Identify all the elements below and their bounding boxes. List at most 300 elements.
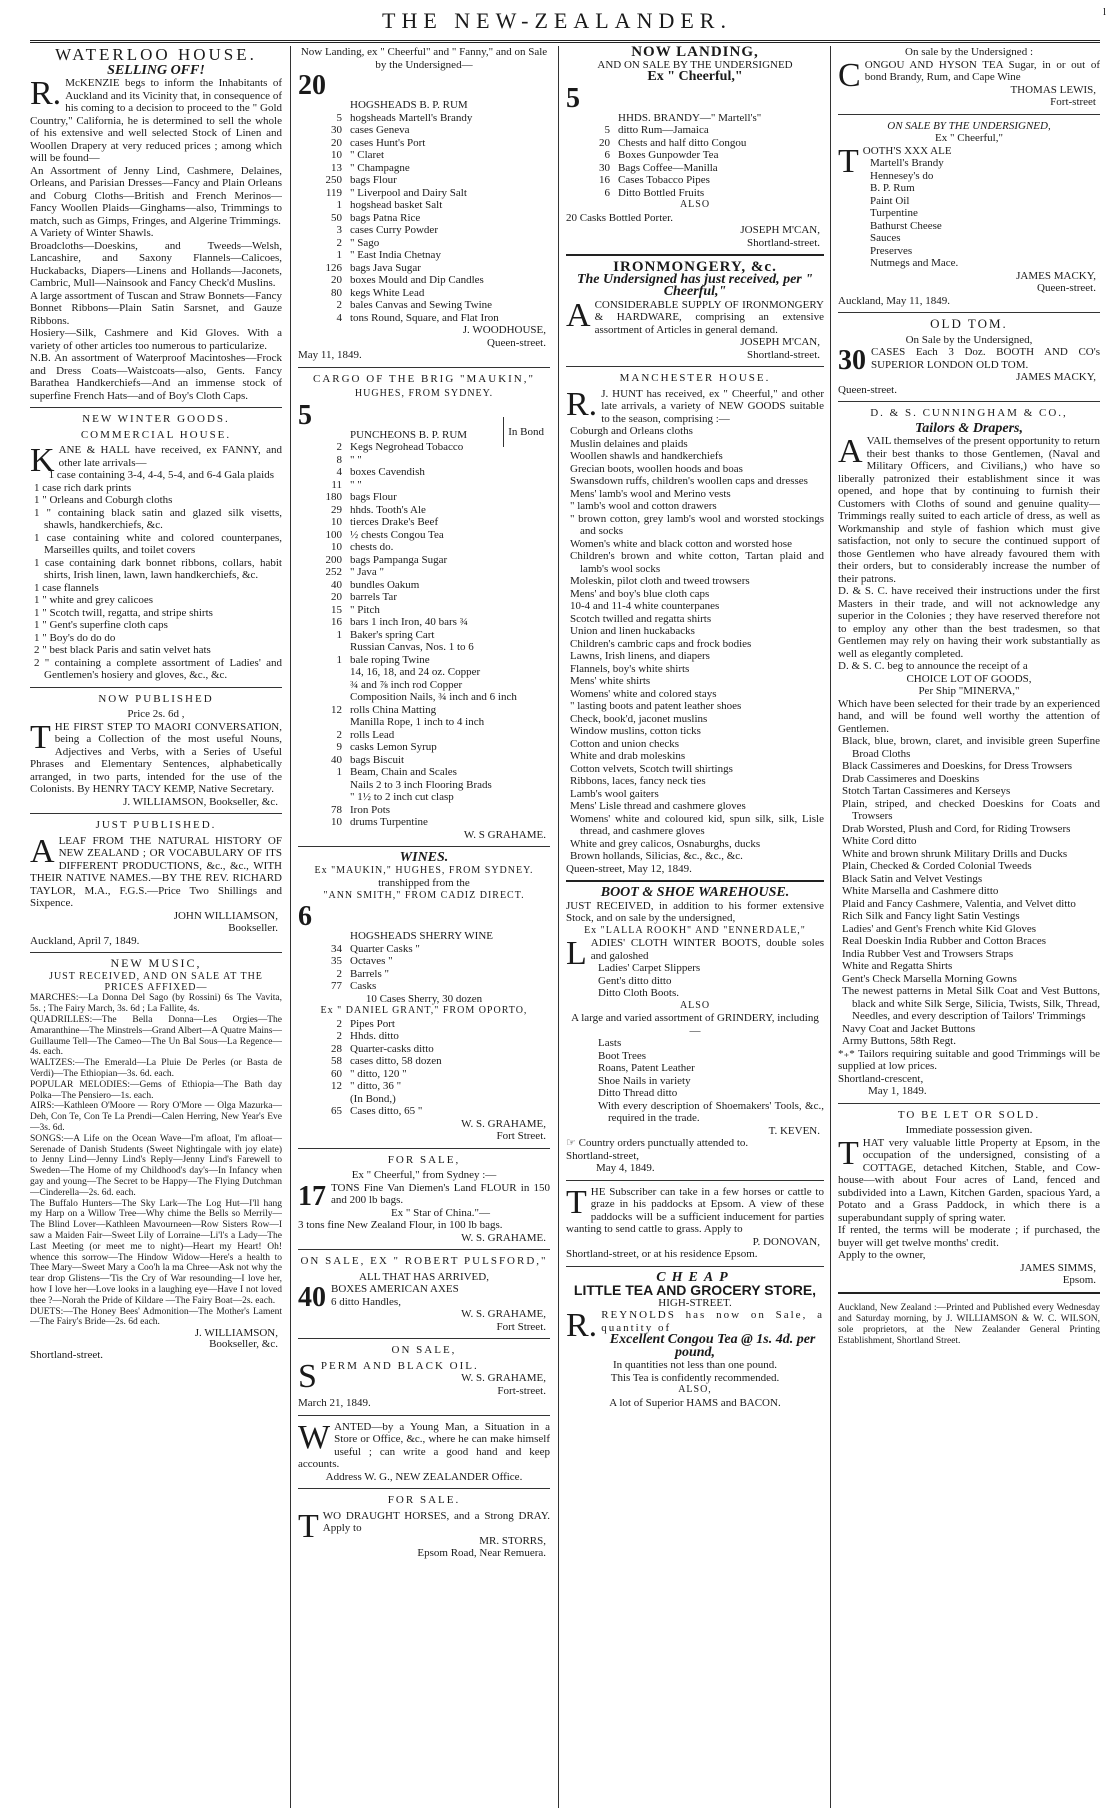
table-row	[298, 679, 550, 692]
table-row	[566, 174, 824, 187]
table-row	[298, 199, 550, 212]
ad-line: "ANN SMITH," FROM CADIZ DIRECT.	[323, 889, 525, 901]
quantity-cell: 4	[336, 311, 342, 324]
list-item: Shoe Nails in variety	[598, 1074, 691, 1087]
table-row	[298, 149, 550, 162]
table-row	[298, 479, 550, 492]
ad-paragraph: A large assortment of Tuscan and Straw Bonnets—Fancy Bonnet Ribbons—Plain Satin Sarsnet, and Gauze Ribbons.	[30, 289, 282, 327]
ad-subtitle: Tailors & Drapers,	[914, 420, 1023, 436]
quantity-cell: 180	[325, 491, 342, 503]
ad-subtitle: SELLING OFF!	[107, 62, 205, 78]
ad-title: OLD TOM.	[930, 316, 1008, 331]
ad-signature: W. S. GRAHAME,	[461, 1372, 546, 1384]
list-item: Cotton velvets, Scotch twill shirtings	[570, 762, 733, 775]
list-item: Window muslins, cotton ticks	[570, 725, 701, 737]
quantity-cell: 50	[331, 211, 342, 224]
separator	[838, 1103, 1100, 1104]
ad-cheap-tea-store	[566, 1269, 824, 1410]
quantity-cell: 3	[336, 224, 342, 236]
list-item: " brown cotton, grey lamb's wool and worsted stockings and socks	[570, 512, 824, 537]
quantity-cell: 11	[331, 478, 342, 491]
quantity-cell: 252	[325, 566, 342, 578]
item-list	[566, 425, 824, 863]
list-item: Bathurst Cheese	[870, 219, 942, 232]
ad-text: HE FIRST STEP TO MAORI CONVERSATION, being a Collection of the most useful Nouns, Adjectives and Verbs, with a Series of Useful Phrases and Elementary Sentences, alphabetically arranged, in two parts, intended for the use of the Colonists. By HENRY TACY KEMP, Native Secretary.	[30, 720, 282, 795]
table-row	[566, 137, 824, 150]
item-cell: Bags Coffee—Manilla	[618, 161, 718, 174]
ad-paragraph: Apply to the owner,	[838, 1249, 926, 1261]
ad-title: CARGO OF THE BRIG "MAUKIN,"	[313, 372, 535, 385]
ad-body	[838, 435, 1100, 585]
quantity-cell: 2	[336, 728, 342, 741]
list-item: 1 " containing black satin and glazed silk visetts, shawls, handkerchiefs, &c.	[34, 506, 282, 531]
ad-title: WINES.	[399, 850, 449, 865]
separator	[298, 1488, 550, 1489]
quantity-cell: 12	[331, 1080, 342, 1092]
ad-street: Shortland-street.	[746, 348, 820, 361]
drop-cap: S	[298, 1357, 317, 1395]
ad-line: On sale by the Undersigned :	[905, 46, 1033, 58]
table-row	[298, 466, 550, 479]
drop-cap: R.	[30, 75, 62, 112]
drop-cap: T	[566, 1183, 587, 1221]
masthead: THE NEW-ZEALANDER.	[382, 8, 732, 33]
ad-line: 6 ditto Handles,	[331, 1295, 401, 1308]
item-cell: kegs White Lead	[350, 286, 425, 299]
list-item: Children's cambric caps and frock bodies	[570, 637, 752, 650]
item-cell: " Champagne	[350, 161, 410, 174]
separator	[30, 407, 282, 408]
ad-congou-tea	[838, 46, 1100, 109]
table-row	[298, 212, 550, 225]
ad-wines	[298, 852, 550, 1143]
drop-number: 5	[298, 399, 312, 431]
table-row	[298, 579, 550, 592]
item-cell: Nails 2 to 3 inch Flooring Brads	[350, 778, 492, 791]
quantity-cell	[298, 679, 348, 692]
item-cell: cases Hunt's Port	[350, 136, 426, 149]
item-list	[838, 157, 1100, 270]
list-item: White and Regatta Shirts	[842, 960, 953, 972]
list-item: 1 " Boy's do do do	[34, 631, 116, 644]
table-row	[566, 124, 824, 137]
table-row	[298, 312, 550, 325]
list-item: Turpentine	[870, 207, 918, 219]
goods-table	[298, 930, 550, 993]
ad-body	[298, 1180, 550, 1212]
list-item: 1 " white and grey calicoes	[34, 594, 154, 606]
list-item: Moleskin, pilot cloth and tweed trowsers	[570, 575, 750, 587]
table-row	[298, 754, 550, 767]
ad-body	[30, 718, 282, 796]
ad-intro: J. HUNT has received, ex " Cheerful," and other late arrivals, a variety of NEW GOODS suitable to the season, comprising :—	[601, 387, 824, 425]
list-item: 10-4 and 11-4 white counterpanes	[570, 600, 720, 612]
ad-also: ALSO	[679, 999, 711, 1011]
drop-cap: T	[838, 1134, 859, 1172]
ad-subtitle: COMMERCIAL HOUSE.	[80, 428, 232, 441]
quantity-cell	[298, 1093, 348, 1106]
table-row	[298, 137, 550, 150]
ad-line: Immediate possession given.	[905, 1124, 1033, 1136]
table-row	[298, 641, 550, 654]
table-row	[298, 741, 550, 754]
item-cell: Casks	[350, 980, 377, 992]
ad-date: May 4, 1849.	[596, 1162, 655, 1174]
ad-signature: W. S. GRAHAME.	[461, 1231, 546, 1244]
list-item: Brown hollands, Silicias, &c., &c., &c.	[570, 850, 743, 862]
quantity-cell: 2	[336, 299, 342, 311]
column-3	[566, 46, 824, 1808]
quantity-cell: 1	[336, 766, 342, 778]
list-item: Children's brown and white cotton, Tartan plaid and lamb's wool socks	[570, 550, 824, 575]
quantity-cell: 2	[336, 236, 342, 249]
table-row	[298, 299, 550, 312]
ad-to-let	[838, 1109, 1100, 1287]
drop-number: 30	[838, 345, 866, 376]
list-item: Muslin delaines and plaids	[570, 437, 688, 450]
quantity-cell: 10	[331, 149, 342, 161]
ad-text: ANTED—by a Young Man, a Situation in a Store or Office, &c., where he can make himself useful ; can write a good hand and keep accounts.	[298, 1420, 550, 1470]
ad-text: PERM AND BLACK OIL.	[320, 1359, 479, 1372]
drop-cap: C	[838, 56, 861, 94]
item-cell: bundles Oakum	[350, 578, 420, 591]
ad-paragraph: SONGS:—A Life on the Ocean Wave—I'm afloat, I'm afloat—Serenade of Danish Students (Sweet Nightingale with joy elate) to Jenny Lind—Jenny Lind's Reply—Jenny Lind's Farewell to Sweden—The Home of my Childhood's day's—In Infancy when gay and young—The Secret to be Happy—The Flying Dutchman—Cinderella—2s. 6d. each.	[30, 1133, 282, 1198]
table-row	[298, 262, 550, 275]
quantity-cell: 6	[604, 149, 610, 161]
ad-line: AND ON SALE BY THE UNDERSIGNED	[597, 58, 793, 71]
item-cell: " Sago	[350, 236, 380, 249]
quantity-cell: 1	[336, 199, 342, 211]
list-item: White and drab moleskins	[570, 750, 686, 762]
quantity-cell	[298, 791, 348, 804]
quantity-cell	[298, 691, 348, 704]
list-item: Ditto Cloth Boots.	[598, 987, 679, 999]
ad-paragraph: If rented, the terms will be moderate ; if purchased, the buyer will get twelve months' credit.	[838, 1224, 1100, 1249]
list-item: Flannels, boy's white shirts	[570, 662, 690, 675]
ad-body	[838, 1134, 1100, 1225]
ad-signature: JAMES MACKY,	[1016, 269, 1096, 282]
ad-subtitle: HUGHES, FROM SYDNEY.	[354, 388, 494, 399]
item-cell: Iron Pots	[350, 803, 391, 816]
item-cell: casks Lemon Syrup	[350, 741, 437, 753]
ad-paragraph: AIRS:—Kathleen O'Moore — Rory O'More — Olga Mazurka—Deh, Con Te, Con Te La Prendi—Calen Herring, New Year's Eve—3s. 6d.	[30, 1101, 282, 1133]
list-item: 1 " Gent's superfine cloth caps	[34, 619, 168, 631]
quantity-cell	[298, 716, 348, 729]
item-cell: chests do.	[350, 541, 394, 553]
list-item: Swansdown ruffs, children's woollen caps and dresses	[570, 475, 808, 487]
drop-cap: T	[30, 718, 51, 756]
list-item: 2 " best black Paris and satin velvet hats	[34, 644, 211, 656]
table-row	[298, 504, 550, 517]
column-2	[298, 46, 550, 1808]
item-cell: Manilla Rope, 1 inch to 4 inch	[350, 716, 485, 728]
item-cell: Composition Nails, ¾ inch and 6 inch	[350, 691, 517, 703]
item-cell: HHDS. BRANDY—" Martell's"	[618, 111, 762, 124]
quantity-cell: 20	[331, 274, 342, 286]
item-cell: HOGSHEADS B. P. RUM	[350, 99, 468, 111]
ad-text: ADIES' CLOTH WINTER BOOTS, double soles and galoshed	[590, 937, 824, 962]
ad-note: *₊* Tailors requiring suitable and good Trimmings will be supplied at low prices.	[838, 1047, 1100, 1072]
ad-line: Ex " Cheerful," from Sydney :—	[351, 1169, 497, 1181]
item-cell: Pipes Port	[350, 1017, 395, 1030]
ad-text: BOXES AMERICAN AXES	[331, 1283, 459, 1295]
ad-signature-role: Bookseller.	[228, 922, 278, 934]
ad-text: OOTH'S XXX ALE	[862, 144, 952, 157]
item-cell: bags Flour	[350, 491, 397, 503]
list-item: Coburgh and Orleans cloths	[570, 425, 693, 437]
ad-street: Shortland-crescent,	[838, 1072, 924, 1085]
list-item: Woollen shawls and handkerchiefs	[570, 450, 723, 462]
list-item: Roans, Patent Leather	[598, 1062, 695, 1074]
ad-street: Fort-street	[1050, 96, 1096, 108]
item-cell: boxes Cavendish	[350, 466, 425, 478]
item-cell: barrels Tar	[350, 591, 397, 603]
table-row	[298, 1093, 550, 1106]
ad-line: LITTLE TEA AND GROCERY STORE,	[573, 1282, 817, 1298]
quantity-cell: 6	[604, 186, 610, 199]
drop-cap: W	[298, 1418, 331, 1456]
item-cell: " East India Chetnay	[350, 249, 441, 261]
ad-signature: T. KEVEN.	[768, 1124, 820, 1137]
table-row	[298, 1043, 550, 1056]
list-item: " lasting boots and patent leather shoes	[570, 700, 742, 712]
separator	[566, 366, 824, 367]
quantity-cell: 60	[331, 1067, 342, 1080]
separator	[298, 1338, 550, 1339]
table-row	[298, 1080, 550, 1093]
item-cell: Octaves "	[350, 955, 393, 967]
item-cell: HOGSHEADS SHERRY WINE	[350, 930, 494, 942]
list-item: White Marsella and Cashmere ditto	[842, 885, 999, 897]
item-cell: ½ chests Congou Tea	[350, 528, 444, 541]
ad-line: CHOICE LOT OF GOODS,	[906, 672, 1032, 685]
item-list	[838, 735, 1100, 1048]
quantity-cell: 2	[336, 441, 342, 453]
quantity-cell: 20	[331, 591, 342, 603]
ad-intro: JUST RECEIVED, in addition to his former extensive Stock, and on sale by the undersigned,	[566, 899, 824, 924]
ad-date: May 1, 1849.	[868, 1085, 927, 1097]
list-item: 1 case containing 3-4, 4-4, 5-4, and 6-4 Gala plaids	[48, 469, 274, 481]
ad-signature: J. WILLIAMSON,	[194, 1327, 278, 1340]
ad-title: ON SALE BY THE UNDERSIGNED,	[887, 119, 1051, 132]
item-cell: bales Canvas and Sewing Twine	[350, 299, 493, 311]
ad-cargo-maukin	[298, 373, 550, 842]
ad-paragraph: A Variety of Winter Shawls.	[30, 227, 154, 239]
separator	[30, 813, 282, 814]
quantity-cell	[298, 779, 348, 792]
list-item: Mens' Lisle thread and cashmere gloves	[570, 800, 746, 812]
item-cell: bars 1 inch Iron, 40 bars ¾	[350, 616, 468, 628]
table-row	[298, 955, 550, 968]
ad-street: Queen-street.	[838, 383, 897, 396]
ad-subtitle: The Undersigned has just received, per " Cheerful,"	[576, 271, 814, 299]
ad-waterloo-house	[30, 46, 282, 402]
item-cell: bags Flour	[350, 174, 397, 186]
table-row	[298, 980, 550, 993]
ad-title: TO BE LET OR SOLD.	[897, 1108, 1041, 1121]
separator	[298, 367, 550, 368]
table-row	[566, 112, 824, 125]
ad-paragraph: N.B. An assortment of Waterproof Macintoshes—Frock and Dress Coats—Waistcoats—also, Gents. Fancy Barathea Handkerchiefs—And an immense stock of superfine French Hats—and of Boy's Cloth Caps.	[30, 352, 282, 402]
quantity-cell: 78	[331, 803, 342, 816]
quantity-cell: 126	[325, 261, 342, 274]
ad-title: JUST PUBLISHED.	[95, 819, 217, 831]
list-item: Navy Coat and Jacket Buttons	[842, 1022, 976, 1035]
item-cell: rolls China Matting	[350, 703, 437, 716]
ad-street: Epsom Road, Near Remuera.	[417, 1547, 546, 1559]
cargo-block	[298, 401, 550, 829]
bond-label: In Bond	[503, 417, 544, 447]
list-item: Preserves	[870, 244, 913, 257]
table-row	[298, 187, 550, 200]
list-item: Plain, Checked & Corded Colonial Tweeds	[842, 860, 1032, 872]
goods-table	[298, 1018, 550, 1118]
ad-line: On Sale by the Undersigned,	[905, 333, 1033, 346]
ad-line: A lot of Superior HAMS and BACON.	[609, 1396, 781, 1409]
ad-intro: Now Landing, ex " Cheerful" and " Fanny," and on Sale by the Undersigned—	[300, 46, 548, 71]
list-item: Gent's Check Marsella Morning Gowns	[842, 972, 1017, 985]
table-row	[298, 1018, 550, 1031]
ad-title: NEW WINTER GOODS.	[82, 413, 230, 425]
list-item: Ladies' and Gent's French white Kid Gloves	[842, 922, 1036, 935]
separator	[566, 1180, 824, 1181]
list-item: Real Doeskin India Rubber and Cotton Braces	[842, 935, 1047, 947]
drop-cap: R.	[566, 1307, 598, 1344]
list-item: 1 case rich dark prints	[34, 481, 132, 494]
table-row	[298, 124, 550, 137]
ad-text: TONS Fine Van Diemen's Land FLOUR in 150 and 200 lb bags.	[331, 1181, 550, 1206]
table-row	[298, 1068, 550, 1081]
quantity-cell: 13	[331, 161, 342, 174]
quantity-cell: 12	[331, 703, 342, 716]
table-row	[298, 729, 550, 742]
ad-text: HAT very valuable little Property at Epsom, in the occupation of the undersigned, consisting of a COTTAGE, detached Kitchen, Stable, and Cow-house—with about Four acres of Land, fenced and subdivided into a Lawn, Kitchen Garden, spacious Yard, a Potato and a Grass Paddock, in which there is a superabundant supply of spring water.	[838, 1136, 1100, 1224]
ad-also: ALSO,	[678, 1384, 712, 1395]
ad-body	[838, 345, 1100, 376]
table-row	[298, 529, 550, 542]
item-cell: " Liverpool and Dairy Salt	[350, 186, 467, 199]
item-cell: " Claret	[350, 149, 385, 161]
ad-signature: P. DONOVAN,	[752, 1235, 820, 1248]
ad-line: ALL THAT HAS ARRIVED,	[359, 1270, 489, 1283]
list-item: Martell's Brandy	[870, 157, 944, 169]
quantity-cell: 250	[325, 174, 342, 186]
ad-draught-horses	[298, 1494, 550, 1560]
ad-title: MANCHESTER HOUSE.	[619, 372, 771, 384]
item-cell: hhds. Tooth's Ale	[350, 503, 426, 516]
drop-number: 20	[298, 70, 326, 101]
table-row	[298, 604, 550, 617]
item-cell: Russian Canvas, Nos. 1 to 6	[350, 641, 474, 653]
list-item: 1 case flannels	[34, 581, 99, 594]
item-cell: ¾ and ⅞ inch rod Copper	[350, 678, 463, 691]
item-cell: boxes Mould and Dip Candles	[350, 274, 484, 286]
list-item: Gent's ditto ditto	[598, 974, 672, 987]
list-item: White and grey calicos, Osnaburghs, ducks	[570, 837, 761, 850]
item-cell: Beam, Chain and Scales	[350, 766, 457, 778]
ad-now-landing	[566, 46, 824, 249]
item-cell: " Pitch	[350, 603, 380, 616]
ad-street: Fort-street.	[497, 1384, 546, 1397]
ad-paragraph: POPULAR MELODIES:—Gems of Ethiopia—The Bath day Polka—The Pensiero—1s. each.	[30, 1079, 282, 1101]
table-row	[298, 591, 550, 604]
ad-title: FOR SALE.	[387, 1494, 461, 1506]
ad-line: In quantities not less than one pound.	[612, 1359, 778, 1371]
table-row	[298, 99, 550, 112]
ad-line: This Tea is confidently recommended.	[610, 1371, 780, 1384]
separator	[838, 312, 1100, 313]
quantity-cell: 30	[331, 124, 342, 136]
ad-text: CASES Each 3 Doz. BOOTH AND CO's SUPERIOR LONDON OLD TOM.	[871, 346, 1100, 371]
list-item: 1 case containing white and colored counterpanes, Marseilles quilts, and toilet covers	[34, 531, 282, 556]
ad-old-tom	[838, 318, 1100, 396]
item-cell: bale roping Twine	[350, 653, 430, 666]
ad-title: NOW PUBLISHED	[98, 692, 214, 705]
quantity-cell: 4	[336, 466, 342, 478]
quantity-cell: 8	[336, 453, 342, 466]
list-item: Check, book'd, jaconet muslins	[570, 712, 708, 725]
ad-line: A large and varied assortment of GRINDERY, including—	[571, 1012, 819, 1037]
list-item: Black Satin and Velvet Vestings	[842, 872, 983, 885]
item-cell: " "	[350, 478, 362, 491]
separator	[298, 846, 550, 847]
ad-line: 10 Cases Sherry, 30 dozen	[365, 992, 483, 1005]
ad-line: Ex " Cheerful,"	[935, 132, 1003, 144]
separator	[298, 1249, 550, 1250]
ad-signature: JAMES SIMMS,	[1020, 1261, 1096, 1274]
table-row	[298, 1105, 550, 1118]
list-item: White and brown shrunk Military Drills and Ducks	[842, 847, 1068, 860]
list-item: Womens' white and colored stays	[570, 687, 717, 700]
ad-robert-pulsford	[298, 1255, 550, 1333]
drop-number: 17	[298, 1180, 326, 1212]
ad-body	[566, 385, 824, 426]
ad-street: Fort Street.	[496, 1130, 546, 1142]
quantity-cell: 5	[336, 111, 342, 124]
ad-title: BOOT & SHOE WAREHOUSE.	[600, 885, 790, 900]
table-row	[298, 930, 550, 943]
list-item: Stotch Tartan Cassimeres and Kerseys	[842, 785, 1011, 797]
item-cell: ditto Rum—Jamaica	[618, 124, 709, 136]
drop-cap: K	[30, 442, 55, 479]
list-item: Black Cassimeres and Doeskins, for Dress Trowsers	[842, 760, 1073, 772]
table-row	[298, 654, 550, 667]
quantity-cell: 100	[325, 528, 342, 541]
ad-signature-role: Bookseller, &c.	[209, 1337, 278, 1350]
goods-table	[298, 99, 550, 324]
ad-ship: Ex "LALLA ROOKH" AND "ENNERDALE,"	[584, 924, 806, 936]
ad-title: NEW MUSIC,	[110, 956, 202, 970]
table-row	[566, 162, 824, 175]
separator	[838, 401, 1100, 402]
ad-address: Address W. G., NEW ZEALANDER Office.	[325, 1470, 523, 1483]
ad-paragraph: An Assortment of Jenny Lind, Cashmere, Delaines, Orleans, and Parisian Dresses—Fancy and Plain Orleans and Coburg Cloths—British and French Merinos—Fancy Woollen Plaids—Ginghams—also, Trimmings to match, such as Gimps, Fringes, and Algerine Trimmings.	[30, 164, 282, 227]
ad-title: ON SALE, EX " ROBERT PULSFORD,"	[300, 1255, 548, 1267]
ad-sperm-oil	[298, 1344, 550, 1410]
table-row	[298, 716, 550, 729]
item-cell: Hhds. ditto	[350, 1030, 399, 1042]
ad-ironmongery	[566, 261, 824, 361]
separator	[30, 952, 282, 953]
item-cell: " 1½ to 2 inch cut clasp	[350, 791, 454, 803]
column-rule	[558, 46, 559, 1808]
ad-signature: THOMAS LEWIS,	[1010, 83, 1096, 96]
ad-line: ☞ Country orders punctually attended to.	[566, 1137, 749, 1149]
list-item: Ladies' Carpet Slippers	[598, 962, 701, 974]
ad-signature: JOHN WILLIAMSON,	[173, 909, 278, 922]
list-item: Hennesey's do	[870, 169, 934, 182]
list-item: Ribbons, laces, fancy neck ties	[570, 775, 706, 787]
